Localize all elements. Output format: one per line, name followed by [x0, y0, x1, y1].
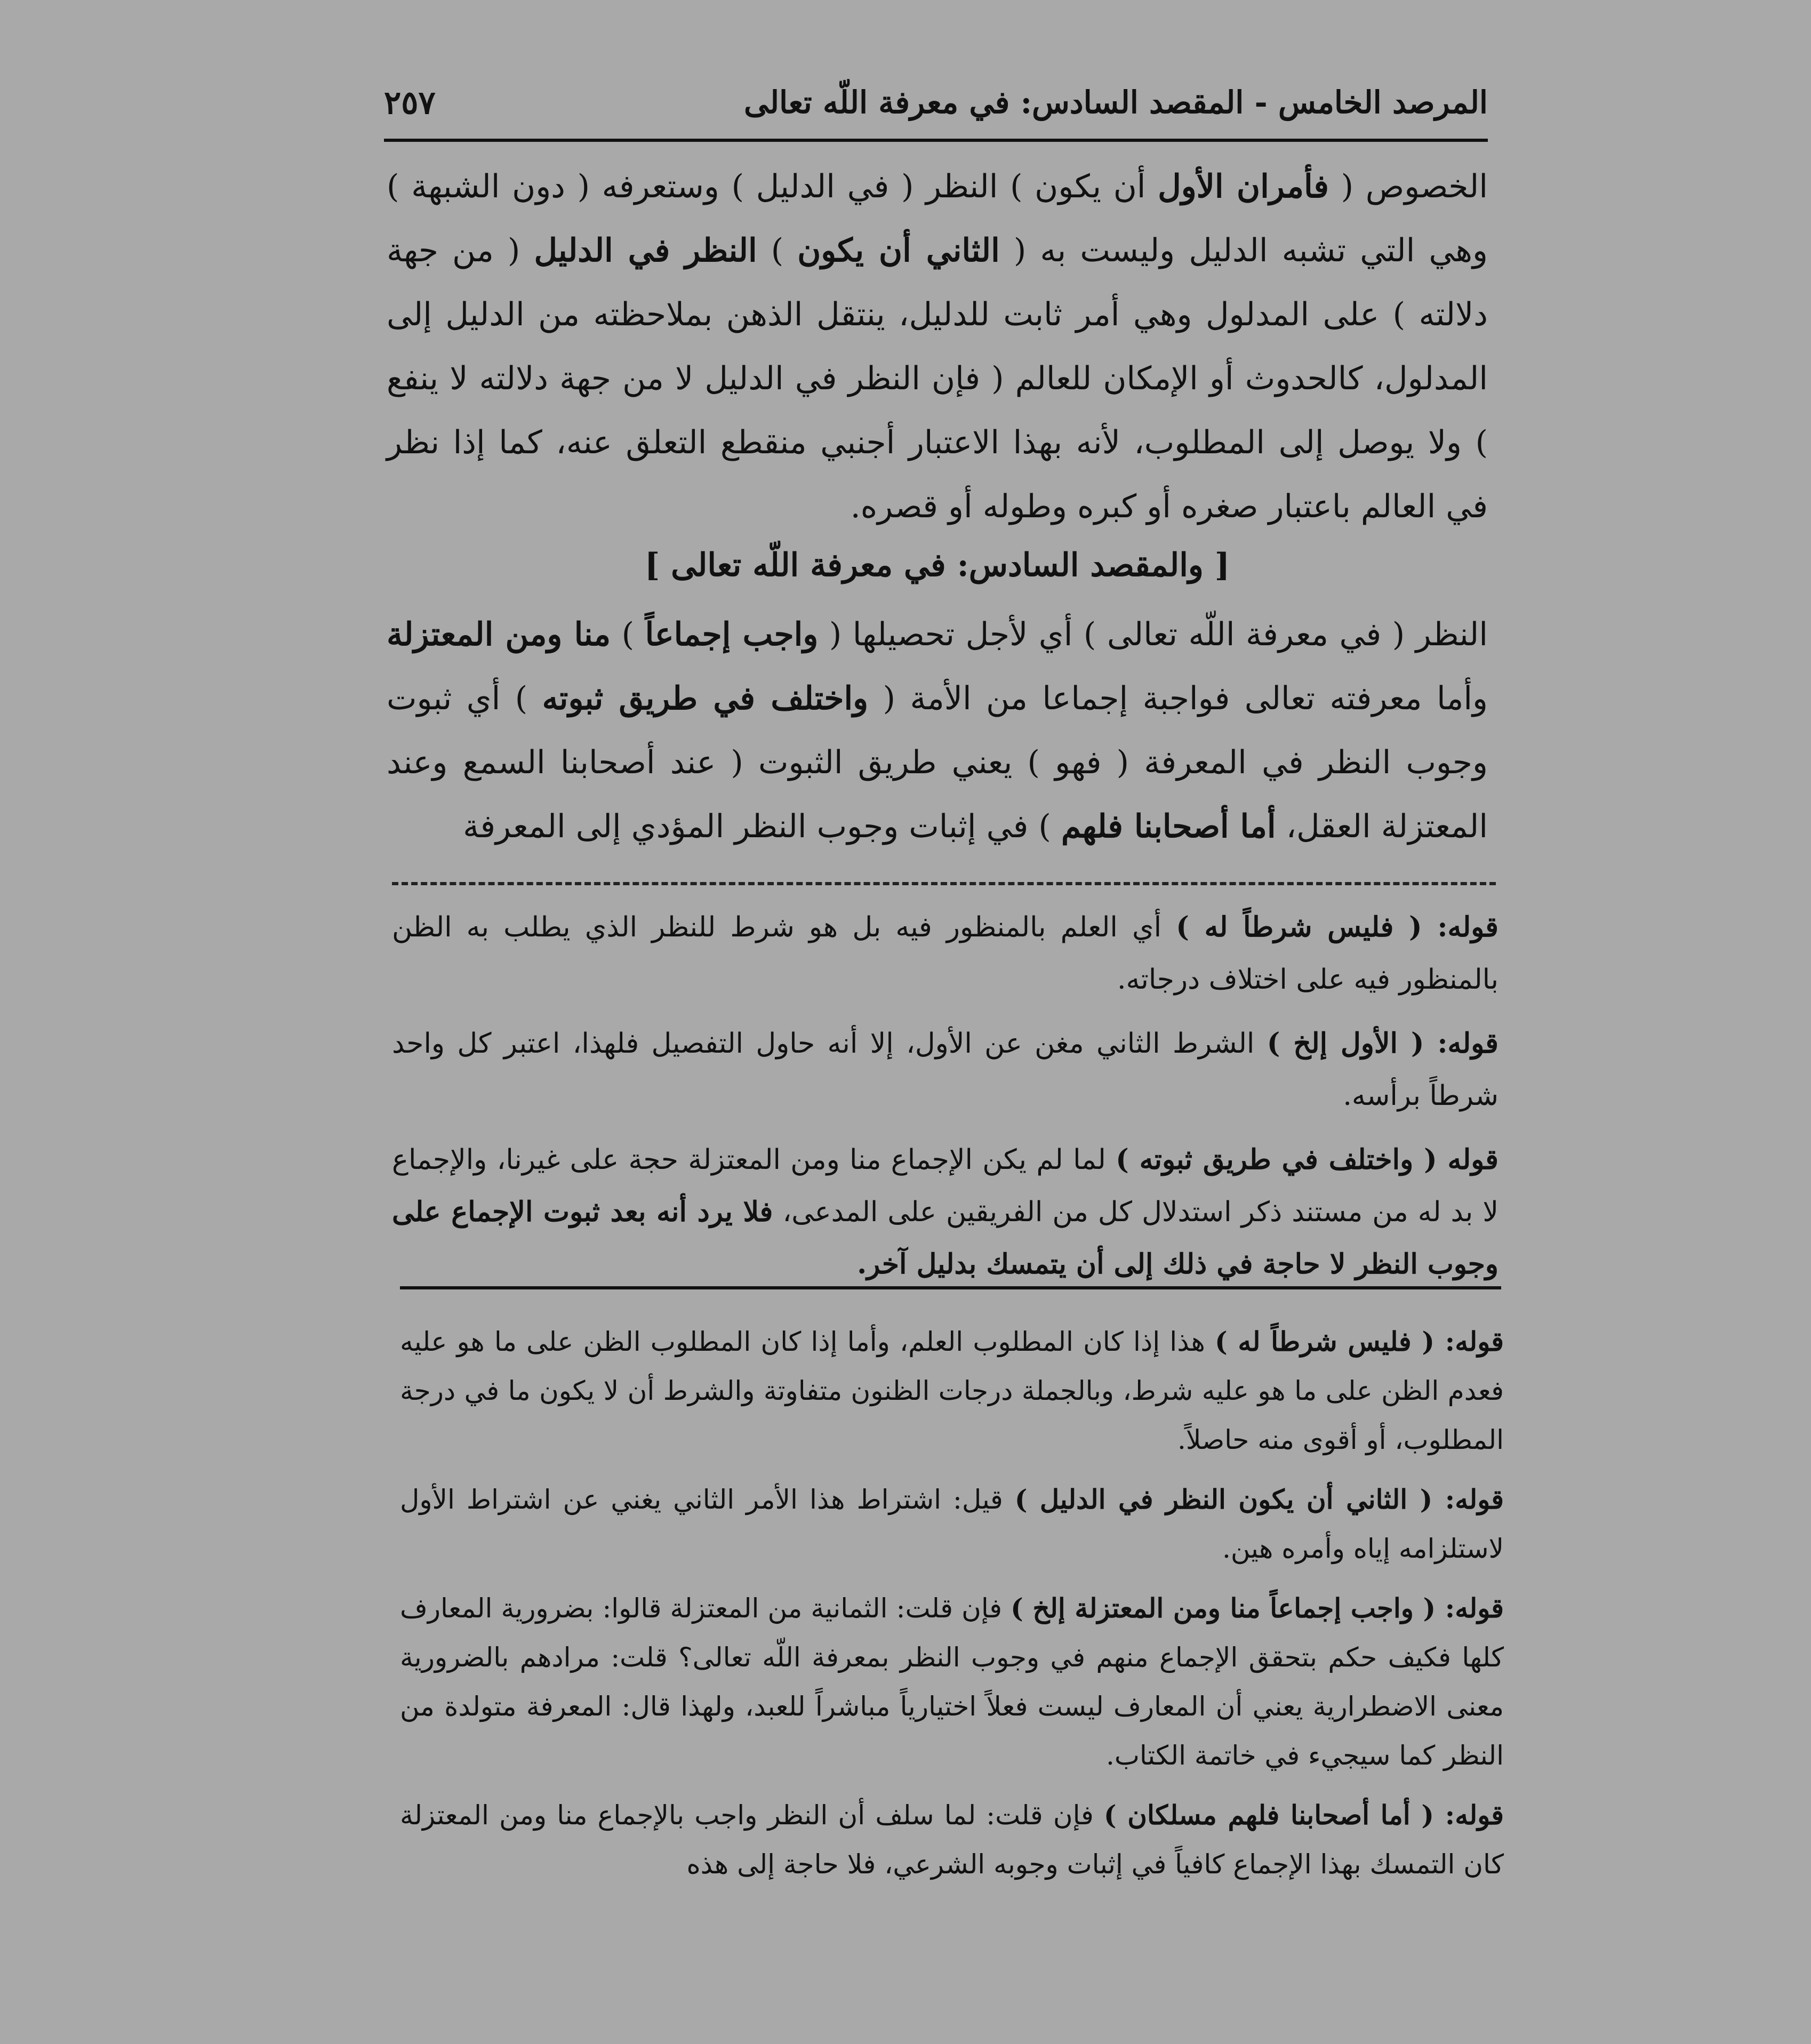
bold-segment: قوله: ( واجب إجماعاً منا ومن المعتزلة إلخ ): [1011, 1592, 1504, 1624]
text-segment: ) في إثبات وجوب النظر المؤدي إلى المعرفة: [463, 808, 1061, 845]
main-paragraph-2: [387, 603, 1488, 859]
footnote-2-2: [400, 1475, 1504, 1573]
text-segment: ): [611, 616, 645, 653]
text-segment: النظر ( في معرفة اللّه تعالى ) أي لأجل تحصيلها (: [818, 616, 1488, 653]
text-segment: وأما معرفته تعالى فواجبة إجماعا من الأمة (: [868, 680, 1488, 717]
bold-segment: قوله: ( الثاني أن يكون النظر في الدليل ): [1014, 1484, 1504, 1515]
text-segment: فإن قلت: لما سلف أن النظر واجب بالإجماع منا ومن المعتزلة كان التمسك بهذا الإجماع كافياً في إثبات وجوبه الشرعي، فلا حاجة إلى هذه: [400, 1800, 1504, 1880]
footnote-1-2: [392, 1017, 1499, 1122]
bold-segment: فأمران الأول: [1158, 168, 1329, 205]
footnotes-1: [392, 901, 1499, 1302]
bold-segment: فلا يرد أنه بعد ثبوت الإجماع على وجوب النظر لا حاجة في ذلك إلى أن يتمسك بدليل آخر.: [392, 1196, 1499, 1280]
text-segment: هذا إذا كان المطلوب العلم، وأما إذا كان المطلوب الظن على ما هو عليه فعدم الظن على ما هو عليه شرط، وبالجملة درجات الظنون متفاوتة والشرط أن لا يكون ما في درجة المطلوب، أو أقوى منه حاصلاً.: [400, 1326, 1504, 1455]
text-segment: لما لم يكن الإجماع منا ومن المعتزلة حجة على غيرنا، والإجماع لا بد له من مستند ذكر استدلال كل من الفريقين على المدعى،: [392, 1144, 1499, 1228]
footnotes-2: [400, 1317, 1504, 1899]
text-segment: ) أي ثبوت وجوب النظر في المعرفة ( فهو ) يعني طريق الثبوت ( عند أصحابنا السمع وعند المعتزلة العقل،: [387, 680, 1488, 845]
footnote-2-3: [400, 1584, 1504, 1780]
running-header: [384, 80, 1488, 142]
footnote-1-1: [392, 901, 1499, 1006]
bold-segment: الثاني أن يكون: [797, 232, 1000, 269]
bold-segment: قوله: ( فليس شرطاً له ): [1215, 1326, 1504, 1357]
bold-segment: النظر في الدليل: [534, 232, 757, 269]
page-number: ٢٥٧: [384, 84, 436, 122]
text-segment: فإن قلت: الثمانية من المعتزلة قالوا: بضرورية المعارف كلها فكيف حكم بتحقق الإجماع منهم في وجوب النظر بمعرفة اللّه تعالى؟ قلت: مرادهم بالضرورية معنى الاضطرارية يعني أن المعارف ليست فعلاً اختيارياً مباشراً للعبد، ولهذا قال: المعرفة متولدة من النظر كما سيجيء في خاتمة الكتاب.: [400, 1593, 1504, 1771]
text-segment: أي العلم بالمنظور فيه بل هو شرط للنظر الذي يطلب به الظن بالمنظور فيه على اختلاف درجاته.: [392, 911, 1499, 996]
dashed-divider: [392, 882, 1496, 885]
bold-segment: أما أصحابنا فلهم: [1061, 808, 1276, 845]
paragraph-2-text: [387, 603, 1488, 859]
bold-segment: قوله: ( فليس شرطاً له ): [1176, 911, 1499, 943]
text-segment: أن يكون ) النظر ( في الدليل ) وستعرفه ( دون الشبهة ) وهي التي تشبه الدليل وليست به (: [387, 168, 1488, 269]
bold-segment: قوله: ( أما أصحابنا فلهم مسلكان ): [1103, 1799, 1504, 1831]
text-segment: الخصوص (: [1329, 168, 1488, 205]
bold-segment: قوله ( واختلف في طريق ثبوته ): [1116, 1143, 1499, 1176]
text-segment: قيل: اشتراط هذا الأمر الثاني يغني عن اشتراط الأول لاستلزامه إياه وأمره هين.: [400, 1484, 1504, 1564]
text-segment: ): [757, 232, 798, 269]
section-heading: [ والمقصد السادس: في معرفة اللّه تعالى ]: [644, 547, 1230, 584]
main-paragraph-1: [387, 155, 1488, 539]
bold-segment: واجب إجماعاً: [645, 616, 819, 653]
bold-segment: منا ومن المعتزلة: [387, 616, 611, 653]
footnote-2-1: [400, 1317, 1504, 1464]
solid-divider: [400, 1286, 1501, 1289]
text-segment: الشرط الثاني مغن عن الأول، إلا أنه حاول التفصيل فلهذا، اعتبر كل واحد شرطاً برأسه.: [392, 1028, 1499, 1112]
bold-segment: قوله: ( الأول إلخ ): [1267, 1027, 1499, 1060]
paragraph-1-text: [387, 155, 1488, 539]
text-segment: ( من جهة دلالته ) على المدلول وهي أمر ثابت للدليل، ينتقل الذهن بملاحظته من الدليل إلى المدلول، كالحدوث أو الإمكان للعالم ( فإن النظر في الدليل لا من جهة دلالته لا ينفع ) ولا يوصل إلى المطلوب، لأنه بهذا الاعتبار أجنبي منقطع التعلق عنه، كما إذا نظر في العالم باعتبار صغره أو كبره وطوله أو قصره.: [387, 232, 1488, 525]
footnote-2-4: [400, 1791, 1504, 1889]
header-title: المرصد الخامس - المقصد السادس: في معرفة اللّه تعالى: [743, 84, 1488, 121]
footnote-1-3: [392, 1134, 1499, 1290]
bold-segment: واختلف في طريق ثبوته: [542, 680, 869, 717]
